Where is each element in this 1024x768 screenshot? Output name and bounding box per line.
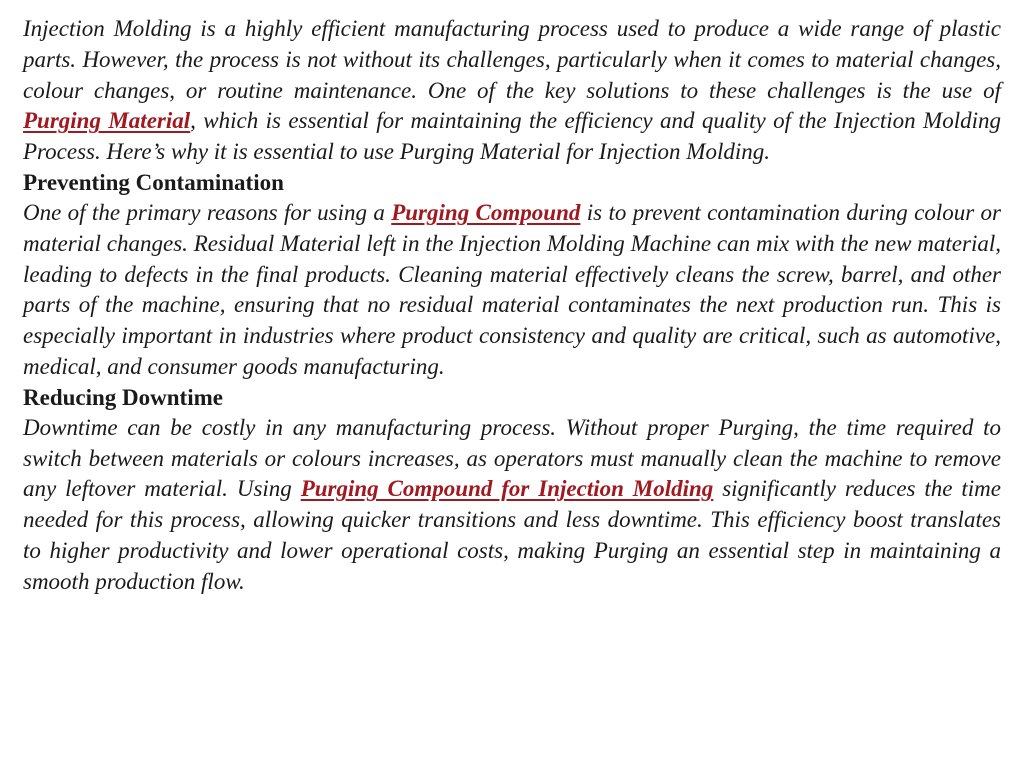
purging-compound-injection-molding-link[interactable]: Purging Compound for Injection Molding bbox=[300, 476, 714, 502]
downtime-text-start: Downtime can be costly in any manufacturing process. Without proper Purging, the time required to switch between materials or colours increases, as operators must manually clean the machine to remove any leftover material. Using bbox=[23, 414, 1001, 502]
contamination-paragraph bbox=[23, 198, 1001, 383]
intro-text-start: Injection Molding is a highly efficient manufacturing process used to produce a wide range of plastic parts. However, the process is not without its challenges, particularly when it comes to material changes, colour changes, or routine maintenance. One of the key solutions to these challenges is the use of bbox=[23, 16, 1001, 103]
intro-text-end: , which is essential for maintaining the efficiency and quality of the Injection Molding Process. Here’s why it is essential to use Purging Material for Injection Molding. bbox=[23, 108, 1001, 165]
contamination-text-end: is to prevent contamination during colour or material changes. Residual Material left in the Injection Molding Machine can mix with the new material, leading to defects in the final products. Cleaning material effectively cleans the screw, barrel, and other parts of the machine, ensuring that no residual material contaminates the next production run. This is especially important in industries where product consistency and quality are critical, such as automotive, medical, and consumer goods manufacturing. bbox=[23, 199, 1001, 379]
purging-compound-link[interactable]: Purging Compound bbox=[391, 199, 581, 225]
document-page bbox=[23, 14, 1001, 598]
contamination-text-start: One of the primary reasons for using a bbox=[23, 199, 392, 225]
heading-reducing-downtime: Reducing Downtime bbox=[23, 384, 223, 410]
purging-material-link[interactable]: Purging Material bbox=[23, 108, 191, 134]
intro-paragraph bbox=[23, 14, 1001, 168]
heading-preventing-contamination: Preventing Contamination bbox=[23, 169, 284, 195]
downtime-paragraph bbox=[23, 413, 1001, 598]
downtime-text-end: significantly reduces the time needed for this process, allowing quicker transitions and less downtime. This efficiency boost translates to higher productivity and lower operational costs, making Purging an essential step in maintaining a smooth production flow. bbox=[23, 476, 1001, 594]
